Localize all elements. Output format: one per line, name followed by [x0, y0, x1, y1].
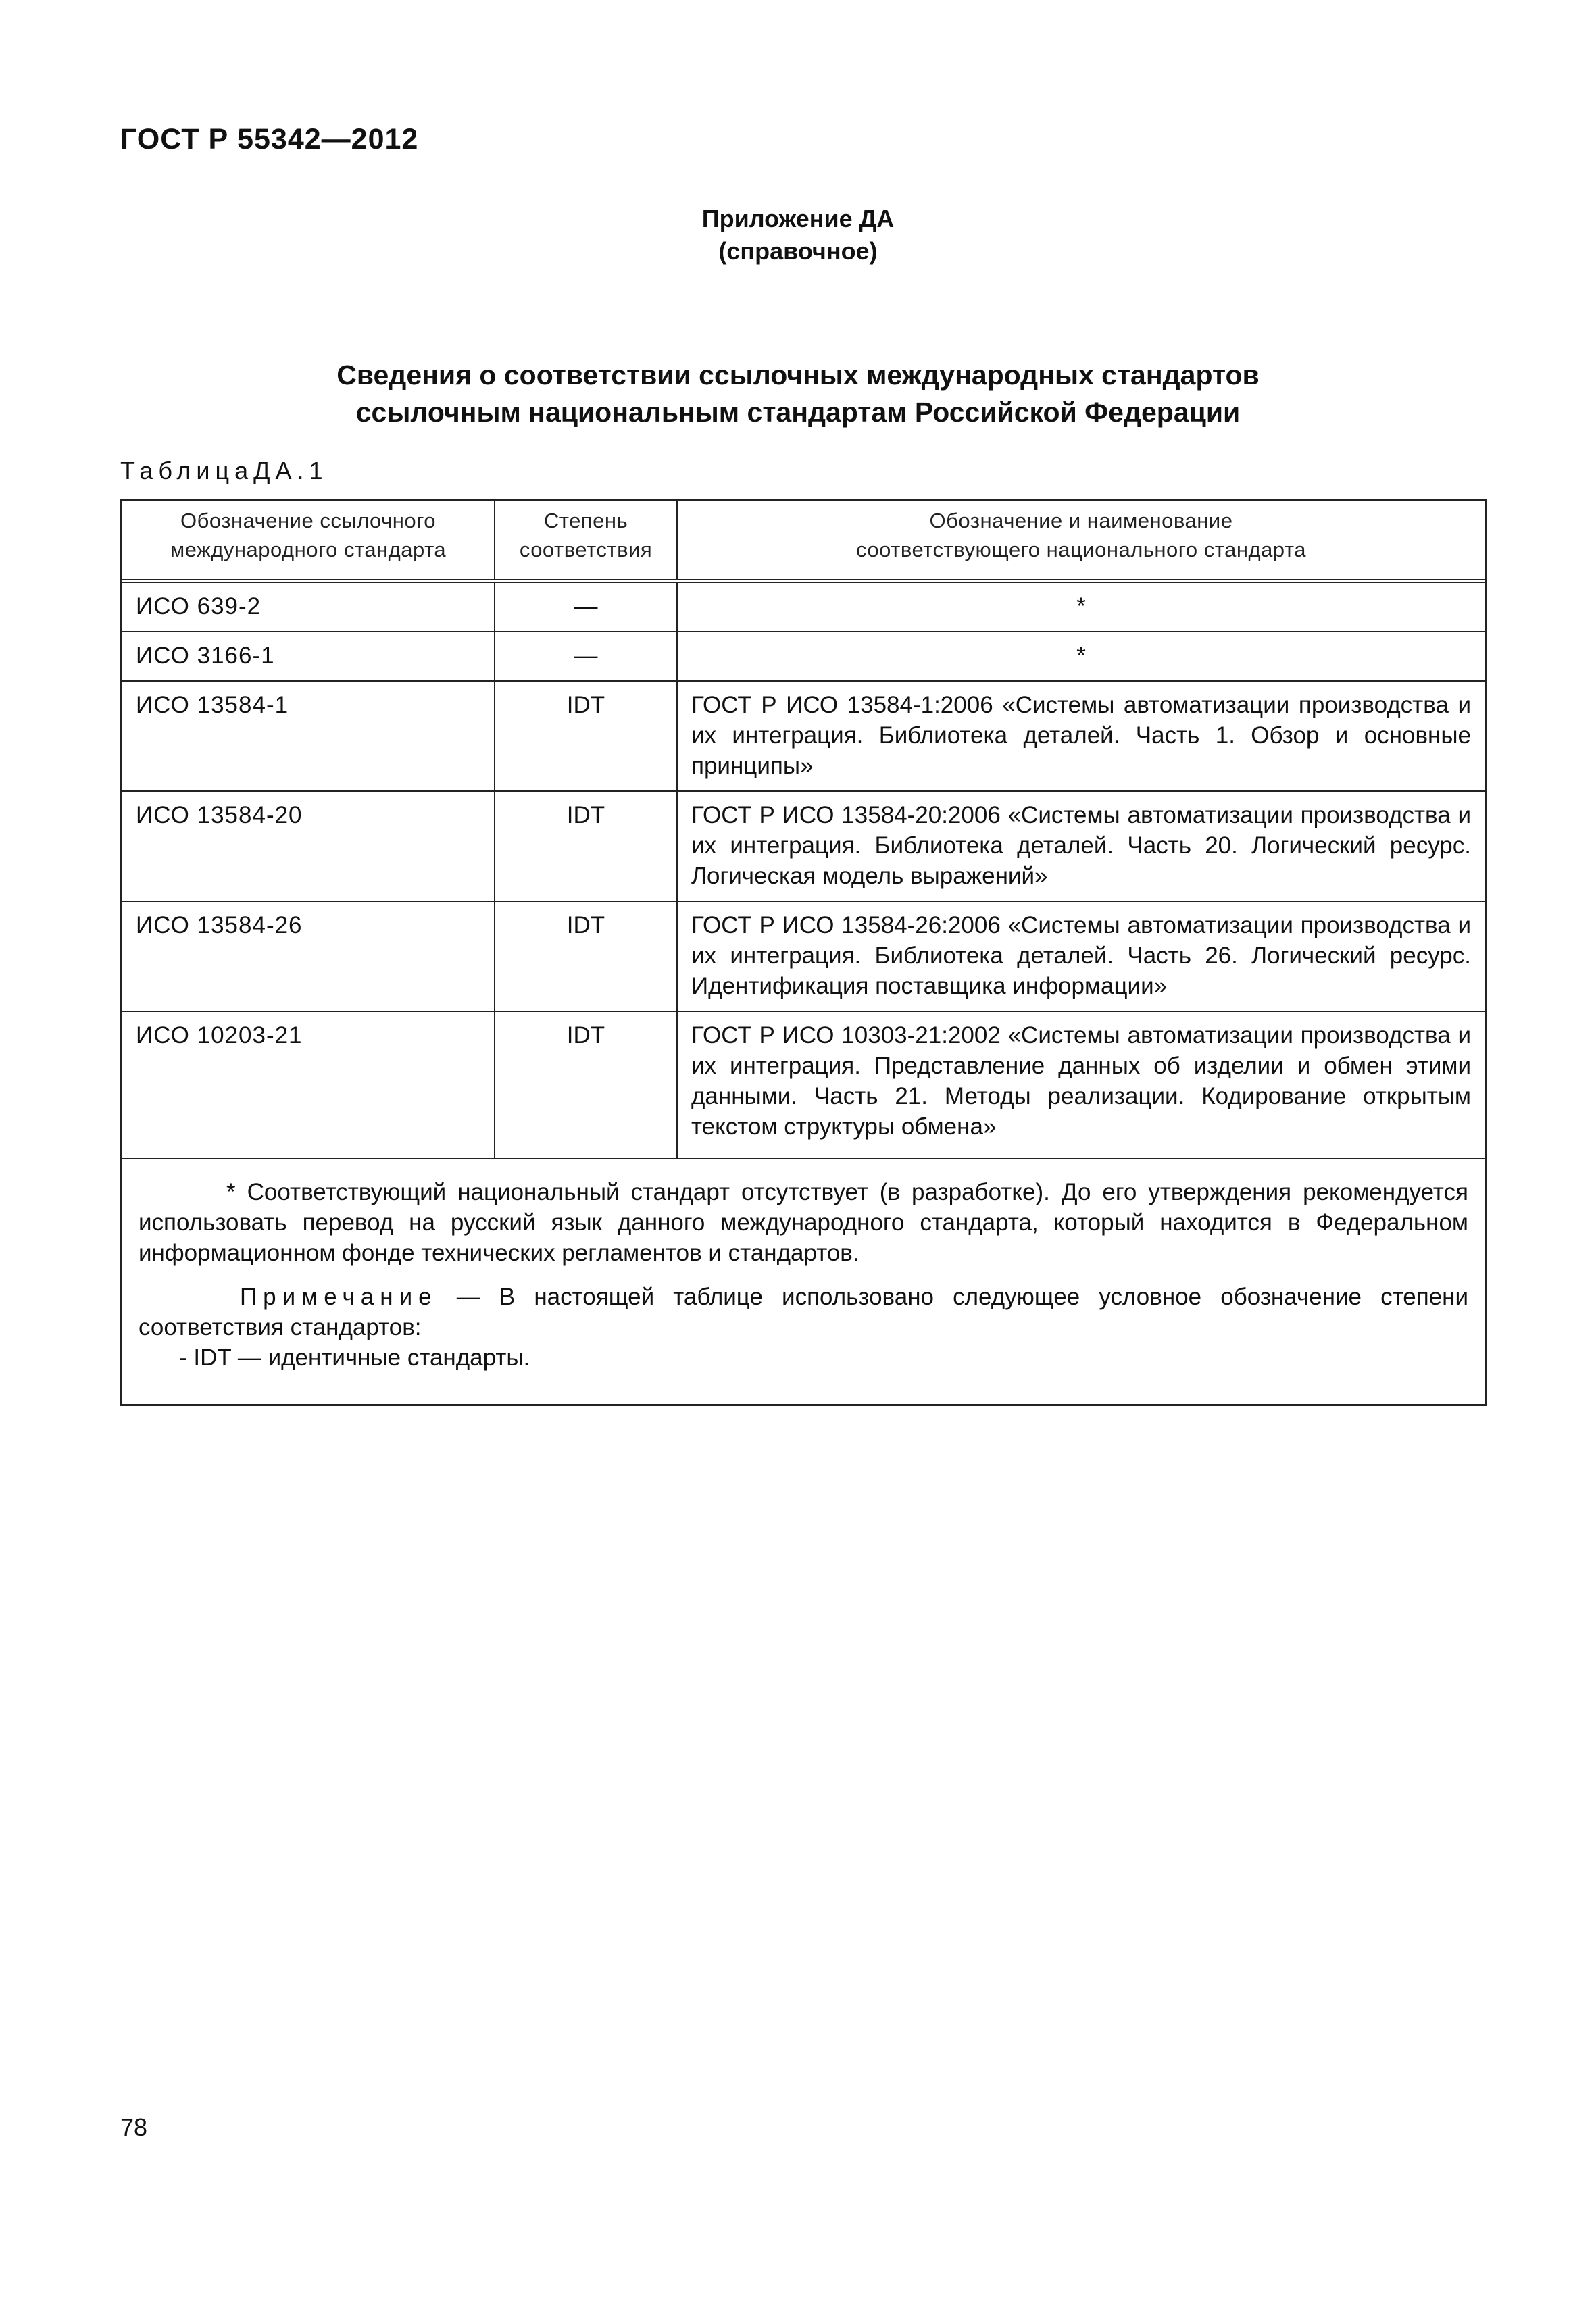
note-text: — В настоящей таблице использовано следующее условное обозначение степени соответствия стандартов: [139, 1284, 1468, 1340]
cell-national-standard: ГОСТ Р ИСО 13584-26:2006 «Системы автоматизации производства и их интеграция. Библиотека деталей. Часть 26. Логический ресурс. Идентификация поставщика информации» [677, 901, 1485, 1011]
document-code: ГОСТ Р 55342—2012 [120, 123, 419, 155]
cell-reference: ИСО 13584-26 [122, 901, 495, 1011]
column-header-national-standard: Обозначение и наименование соответствующего национального стандарта [856, 509, 1306, 561]
table-row [122, 901, 1485, 1011]
cell-reference: ИСО 10203-21 [122, 1011, 495, 1158]
section-title [0, 357, 1596, 431]
cell-reference: ИСО 3166-1 [122, 632, 495, 681]
table-caption: ТаблицаДА.1 [120, 457, 328, 484]
section-title-line-1: Сведения о соответствии ссылочных международных стандартов [336, 359, 1260, 391]
table-notes [122, 1158, 1485, 1404]
cell-reference: ИСО 13584-20 [122, 791, 495, 901]
cell-degree: IDT [495, 791, 677, 901]
annex-title: Приложение ДА [701, 205, 895, 232]
table-header-row [122, 501, 1485, 581]
footnote-text: * Соответствующий национальный стандарт отсутствует (в разработке). До его утверждения рекомендуется использовать перевод на русский язык данного международного стандарта, который находится в Федеральном информационном фонде технических регламентов и стандартов. [139, 1179, 1468, 1266]
cell-degree: IDT [495, 681, 677, 791]
cell-national-standard: * [677, 632, 1485, 681]
cell-national-standard: ГОСТ Р ИСО 13584-1:2006 «Системы автоматизации производства и их интеграция. Библиотека деталей. Часть 1. Обзор и основные принципы» [677, 681, 1485, 791]
cell-degree: IDT [495, 901, 677, 1011]
page-number: 78 [120, 2113, 148, 2141]
table-row [122, 1011, 1485, 1158]
cell-reference: ИСО 639-2 [122, 581, 495, 632]
cell-national-standard: ГОСТ Р ИСО 10303-21:2002 «Системы автоматизации производства и их интеграция. Представление данных об изделии и обмен этими данными. Часть 21. Методы реализации. Кодирование открытым текстом структуры обмена» [677, 1011, 1485, 1158]
annex-heading [0, 203, 1596, 268]
table-row [122, 791, 1485, 901]
note-paragraph [139, 1282, 1468, 1342]
note-legend-item: - IDT — идентичные стандарты. [179, 1344, 530, 1371]
correspondence-table-grid [122, 501, 1485, 1158]
table-row [122, 581, 1485, 632]
table-row [122, 632, 1485, 681]
cell-national-standard: ГОСТ Р ИСО 13584-20:2006 «Системы автоматизации производства и их интеграция. Библиотека деталей. Часть 20. Логический ресурс. Логическая модель выражений» [677, 791, 1485, 901]
cell-degree: — [495, 632, 677, 681]
annex-status: (справочное) [718, 237, 878, 265]
cell-degree: — [495, 581, 677, 632]
correspondence-table [120, 499, 1487, 1406]
column-header-degree: Степень соответствия [495, 501, 677, 581]
section-title-line-2: ссылочным национальным стандартам Российской Федерации [355, 397, 1241, 428]
column-header-international-standard: Обозначение ссылочного международного стандарта [122, 501, 495, 581]
cell-degree: IDT [495, 1011, 677, 1158]
cell-reference: ИСО 13584-1 [122, 681, 495, 791]
cell-national-standard: * [1076, 593, 1086, 620]
table-row [122, 681, 1485, 791]
note-label: Примечание [240, 1284, 438, 1310]
